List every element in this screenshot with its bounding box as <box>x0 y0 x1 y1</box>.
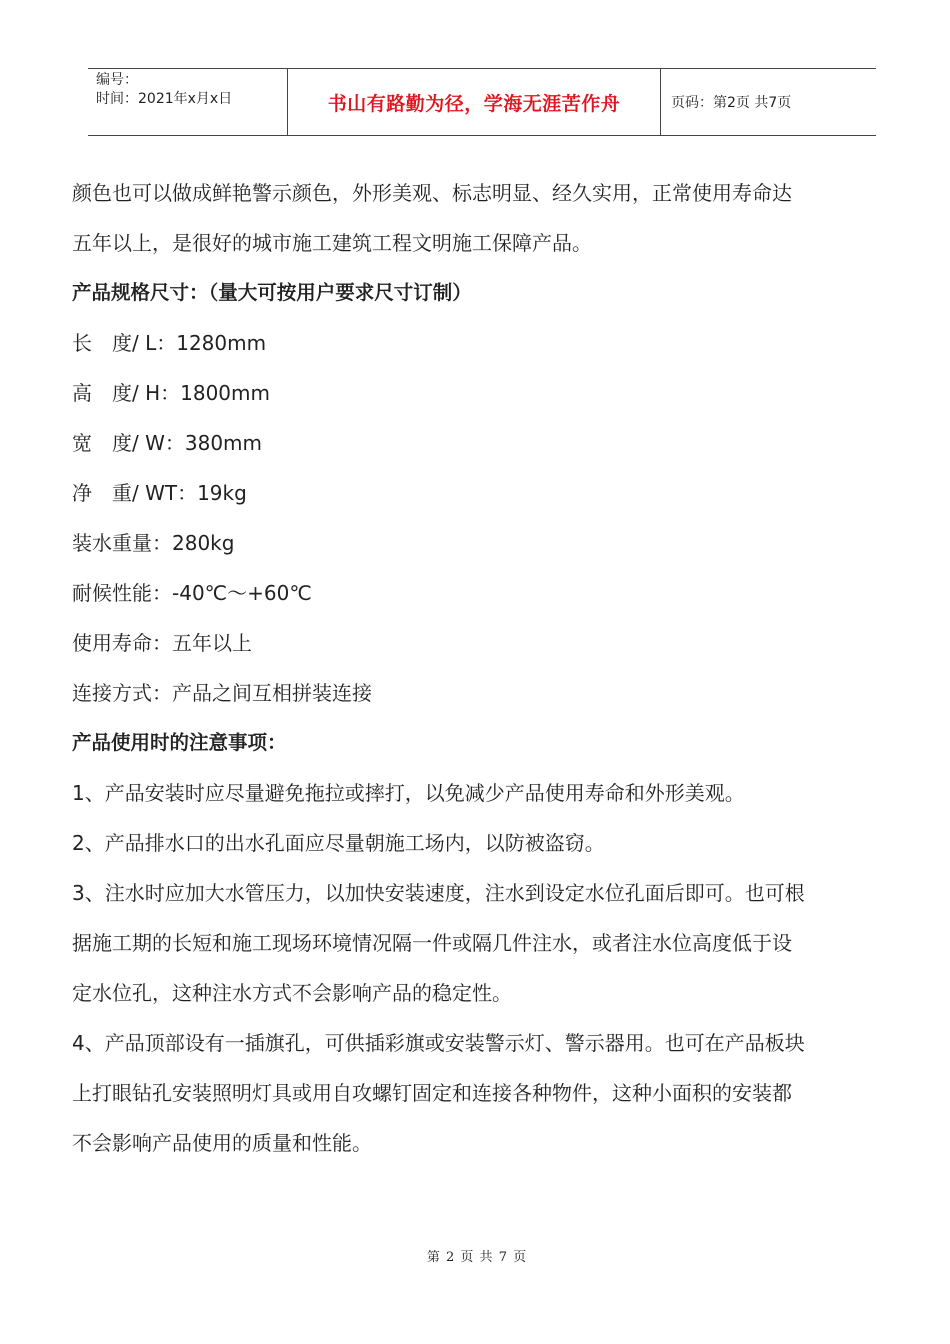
section-heading-specs: 产品规格尺寸：（量大可按用户要求尺寸订制） <box>72 281 472 304</box>
spec-width: 宽 度/ W：380mm <box>72 431 263 455</box>
paragraph-line: 五年以上，是很好的城市施工建筑工程文明施工保障产品。 <box>72 231 592 255</box>
spec-service-life: 使用寿命：五年以上 <box>72 631 252 655</box>
page-header <box>88 68 876 136</box>
note-item: 2、产品排水口的出水孔面应尽量朝施工场内，以防被盗窃。 <box>72 831 605 855</box>
page-footer: 第 2 页 共 7 页 <box>426 1250 528 1265</box>
note-item: 3、注水时应加大水管压力，以加快安装速度，注水到设定水位孔面后即可。也可根 <box>72 881 805 905</box>
spec-length: 长 度/ L：1280mm <box>72 331 267 355</box>
header-page-number: 页码：第2页 共7页 <box>671 95 792 111</box>
header-meta <box>88 69 288 135</box>
spec-connection: 连接方式：产品之间互相拼装连接 <box>72 681 372 705</box>
spec-weather-resistance: 耐候性能：-40℃～+60℃ <box>72 581 312 605</box>
paragraph-line: 颜色也可以做成鲜艳警示颜色，外形美观、标志明显、经久实用，正常使用寿命达 <box>72 181 792 205</box>
section-heading-notes: 产品使用时的注意事项： <box>72 731 287 754</box>
spec-net-weight: 净 重/ WT：19kg <box>72 481 247 505</box>
spec-height: 高 度/ H：1800mm <box>72 381 270 405</box>
spec-water-weight: 装水重量：280kg <box>72 531 235 555</box>
doc-number-label: 编号： <box>96 72 138 88</box>
document-body <box>72 168 892 1168</box>
note-item-continued: 定水位孔，这种注水方式不会影响产品的稳定性。 <box>72 981 512 1005</box>
note-item: 4、产品顶部设有一插旗孔，可供插彩旗或安装警示灯、警示器用。也可在产品板块 <box>72 1031 805 1055</box>
note-item-continued: 不会影响产品使用的质量和性能。 <box>72 1131 372 1155</box>
note-item: 1、产品安装时应尽量避免拖拉或摔打，以免减少产品使用寿命和外形美观。 <box>72 781 745 805</box>
doc-time-label: 时间：2021年x月x日 <box>96 91 233 107</box>
note-item-continued: 上打眼钻孔安装照明灯具或用自攻螺钉固定和连接各种物件，这种小面积的安装都 <box>72 1081 792 1105</box>
note-item-continued: 据施工期的长短和施工现场环境情况隔一件或隔几件注水，或者注水位高度低于设 <box>72 931 792 955</box>
header-motto: 书山有路勤为径，学海无涯苦作舟 <box>288 69 661 135</box>
